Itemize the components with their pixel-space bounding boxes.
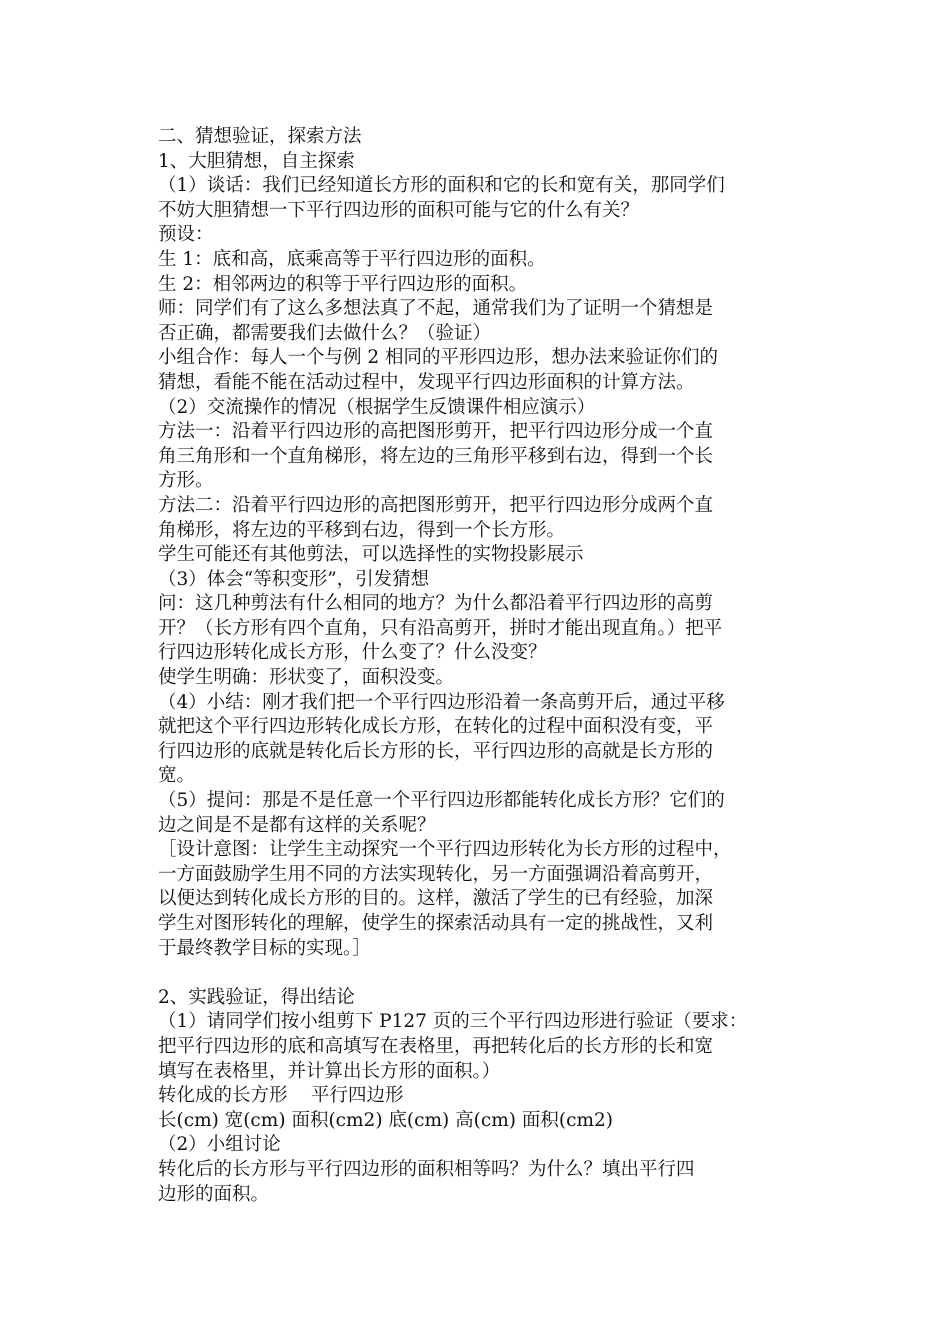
design-intent-line: 以便达到转化成长方形的目的。这样，激活了学生的已有经验，加深: [158, 888, 714, 910]
table-columns-line: 长(cm) 宽(cm) 面积(cm2) 底(cm) 高(cm) 面积(cm2): [158, 1109, 613, 1131]
table-header-line: 转化成的长方形 平行四边形: [158, 1085, 404, 1107]
text-line: 边形的面积。: [158, 1183, 270, 1205]
text-line: 不妨大胆猜想一下平行四边形的面积可能与它的什么有关？: [158, 199, 640, 221]
text-line: 师：同学们有了这么多想法真了不起，通常我们为了证明一个猜想是: [158, 298, 714, 320]
text-line: 填写在表格里，并计算出长方形的面积。）: [158, 1060, 501, 1082]
design-intent-line: 于最终教学目标的实现。］: [158, 937, 371, 959]
text-line: 猜想，看能不能在活动过程中，发现平行四边形面积的计算方法。: [158, 371, 695, 393]
design-intent-line: ［设计意图：让学生主动探究一个平行四边形转化为长方形的过程中，: [158, 839, 732, 861]
blank-line: [158, 961, 808, 986]
text-line: 行四边形的底就是转化后长方形的长，平行四边形的高就是长方形的: [158, 740, 714, 762]
text-line: （1）谈话：我们已经知道长方形的面积和它的长和宽有关，那同学们: [158, 175, 725, 197]
text-line: 边之间是不是都有这样的关系呢？: [158, 814, 436, 836]
text-line: 问：这几种剪法有什么相同的地方？为什么都沿着平行四边形的高剪: [158, 593, 714, 615]
text-line: 使学生明确：形状变了，面积没变。: [158, 667, 455, 689]
text-line: （4）小结：刚才我们把一个平行四边形沿着一条高剪开后，通过平移: [158, 691, 725, 713]
section-heading: 二、猜想验证，探索方法: [158, 126, 362, 147]
text-line: 把平行四边形的底和高填写在表格里，再把转化后的长方形的长和宽: [158, 1035, 714, 1057]
text-line: 生 1：底和高，底乘高等于平行四边形的面积。: [158, 248, 546, 270]
text-line: 方形。: [158, 470, 214, 492]
text-line: 宽。: [158, 765, 196, 787]
text-line: （2）交流操作的情况（根据学生反馈课件相应演示）: [158, 396, 596, 418]
text-line: 生 2：相邻两边的积等于平行四边形的面积。: [158, 273, 528, 295]
text-line: 否正确，都需要我们去做什么？（验证）: [158, 322, 492, 344]
text-line: （3）体会“等积变形”，引发猜想: [158, 568, 430, 590]
text-line: 角梯形，将左边的平移到右边，得到一个长方形。: [158, 519, 566, 541]
text-line: 方法一：沿着平行四边形的高把图形剪开，把平行四边形分成一个直: [158, 421, 714, 443]
text-line: 小组合作：每人一个与例 2 相同的平形四边形，想办法来验证你们的: [158, 347, 719, 369]
document-body: [158, 125, 808, 1207]
design-intent-line: 一方面鼓励学生用不同的方法实现转化，另一方面强调沿着高剪开，: [158, 863, 714, 885]
text-line: 方法二：沿着平行四边形的高把图形剪开，把平行四边形分成两个直: [158, 494, 714, 516]
text-line: 开？（长方形有四个直角，只有沿高剪开，拼时才能出现直角。）把平: [158, 617, 723, 639]
subsection-heading: 2、实践验证，得出结论: [158, 986, 355, 1008]
text-line: 就把这个平行四边形转化成长方形，在转化的过程中面积没有变，平: [158, 716, 714, 738]
text-line: 角三角形和一个直角梯形，将左边的三角形平移到右边，得到一个长: [158, 445, 714, 467]
text-line: （5）提问：那是不是任意一个平行四边形都能转化成长方形？它们的: [158, 790, 725, 812]
text-line: 学生可能还有其他剪法，可以选择性的实物投影展示: [158, 544, 584, 566]
text-line: （1）请同学们按小组剪下 P127 页的三个平行四边形进行验证（要求：: [158, 1011, 748, 1033]
text-line: 预设：: [158, 224, 214, 246]
text-line: 转化后的长方形与平行四边形的面积相等吗？为什么？填出平行四: [158, 1158, 695, 1180]
text-line: （2）小组讨论: [158, 1134, 281, 1156]
subsection-heading: 1、大胆猜想，自主探索: [158, 150, 355, 172]
design-intent-line: 学生对图形转化的理解，使学生的探索活动具有一定的挑战性，又利: [158, 913, 714, 934]
text-line: 行四边形转化成长方形，什么变了？什么没变？: [158, 642, 547, 664]
